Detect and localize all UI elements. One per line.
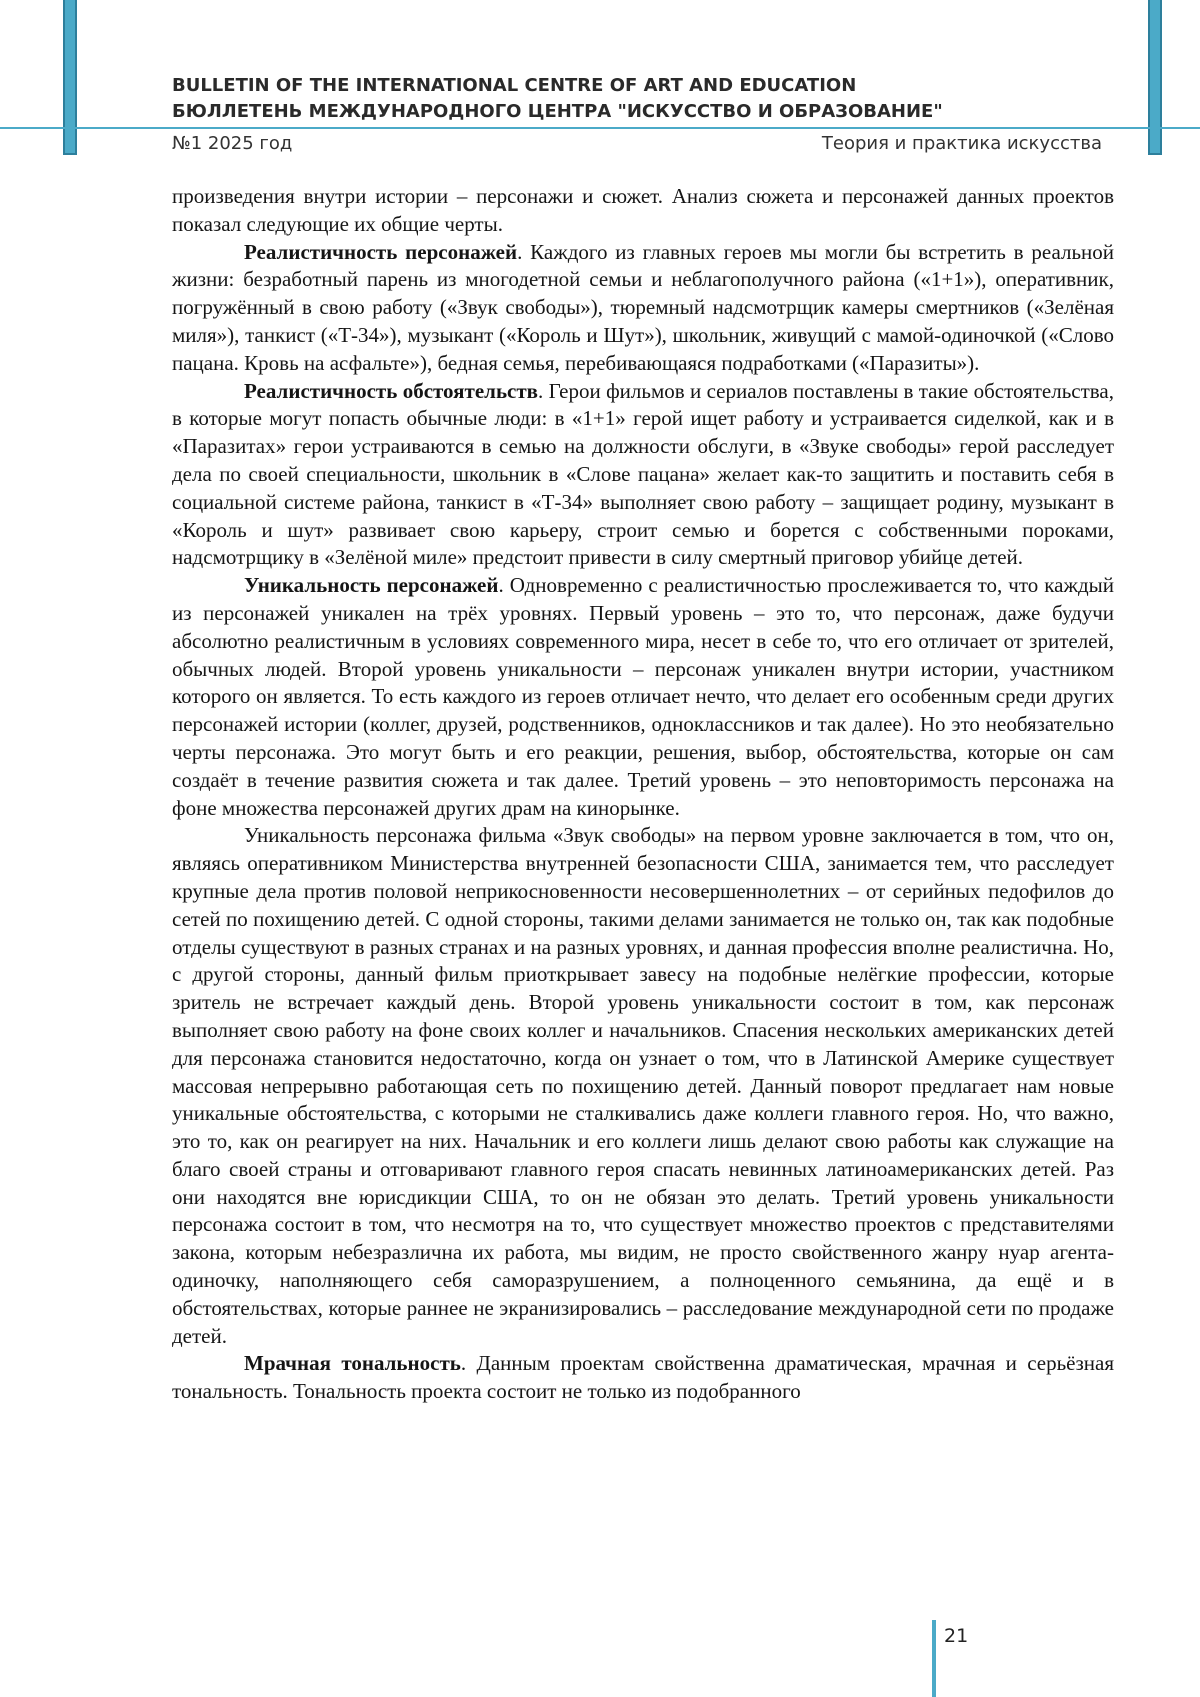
journal-title (172, 73, 943, 125)
issue-label: №1 2025 год (172, 133, 293, 154)
paragraph-6 (172, 1350, 1114, 1406)
article-body (172, 183, 1114, 1406)
paragraph-4-heading: Уникальность персонажей (244, 573, 499, 598)
paragraph-4 (172, 572, 1114, 822)
paragraph-5: Уникальность персонажа фильма «Звук свободы» на первом уровне заключается в том, что он, являясь оперативником Министерства внутренней безопасности США, занимается тем, что расследует крупные дела против половой неприкосновенности несовершеннолетних – от серийных педофилов до сетей по похищению детей. С одной стороны, такими делами занимается не только он, так как подобные отделы существуют в разных странах и на разных уровнях, и данная профессия вполне реалистична. Но, с другой стороны, данный фильм приоткрывает завесу на подобные нелёгкие профессии, которые зритель не встречает каждый день. Второй уровень уникальности состоит в том, как персонаж выполняет свою работу на фоне своих коллег и начальников. Спасения нескольких американских детей для персонажа становится недостаточно, когда он узнает о том, что в Латинской Америке существует массовая непрерывно работающая сеть по похищению детей. Данный поворот предлагает нам новые уникальные обстоятельства, с которыми не сталкивались даже коллеги главного героя. Но, что важно, это то, как он реагирует на них. Начальник и его коллеги лишь делают свою работы как служащие на благо своей страны и отговаривают главного героя спасать невинных латиноамериканских детей. Раз они находятся вне юрисдикции США, то он не обязан это делать. Третий уровень уникальности персонажа состоит в том, что несмотря на то, что существует множество проектов с представителями закона, которым небезразлична их работа, мы видим, не просто свойственного жанру нуар агента-одиночку, наполняющего себя саморазрушением, а полноценного семьянина, да ещё и в обстоятельствах, которые раннее не экранизировались – расследование международной сети по продаже детей. (172, 823, 1114, 1348)
paragraph-4-text: . Одновременно с реалистичностью прослеживается то, что каждый из персонажей уникален на трёх уровнях. Первый уровень – это то, что персонаж, даже будучи абсолютно реалистичным в условиях современного мира, несет в себе то, что его отличает от зрителей, обычных людей. Второй уровень уникальности – персонаж уникален внутри истории, участником которого он является. То есть каждого из героев отличает нечто, что делает его особенным среди других персонажей истории (коллег, друзей, родственников, одноклассников и так далее). Но это необязательно черты персонажа. Это могут быть и его реакции, решения, выбор, обстоятельства, которые он сам создаёт в течение развития сюжета и так далее. Третий уровень – это неповторимость персонажа на фоне множества персонажей других драм на кинорынке. (172, 573, 1114, 820)
paragraph-3-text: . Герои фильмов и сериалов поставлены в такие обстоятельства, в которые могут попасть обычные люди: в «1+1» герой ищет работу и устраивается сиделкой, как и в «Паразитах» герои устраиваются в семью на должности обслуги, в «Звуке свободы» герой расследует дела по своей специальности, школьник в «Слове пацана» желает как-то защитить и поставить себя в социальной системе района, танкист в «Т-34» выполняет свою работу – защищает родину, музыкант в «Король и шут» развивает свою карьеру, строит семью и борется с собственными пороками, надсмотрщику в «Зелёной миле» предстоит привести в силу смертный приговор убийце детей. (172, 378, 1114, 570)
page-number: 21 (944, 1625, 969, 1647)
header-divider (0, 127, 1200, 129)
header-accent-bar-left (63, 0, 77, 155)
paragraph-6-text: . Данным проектам свойственна драматическая, мрачная и серьёзная тональность. Тональность проекта состоит не только из подобранного (172, 1351, 1115, 1404)
paragraph-3 (172, 378, 1114, 573)
paragraph-6-heading: Мрачная тональность (244, 1351, 461, 1376)
journal-title-en: BULLETIN OF THE INTERNATIONAL CENTRE OF ART AND EDUCATION (172, 75, 857, 96)
footer-accent-bar (932, 1620, 936, 1697)
journal-title-ru: БЮЛЛЕТЕНЬ МЕЖДУНАРОДНОГО ЦЕНТРА "ИСКУССТВО И ОБРАЗОВАНИЕ" (172, 101, 943, 122)
header-accent-bar-right (1148, 0, 1162, 155)
paragraph-2-heading: Реалистичность персонажей (244, 239, 518, 264)
paragraph-1: произведения внутри истории – персонажи и сюжет. Анализ сюжета и персонажей данных проектов показал следующие их общие черты. (172, 184, 1114, 236)
section-label: Теория и практика искусства (821, 133, 1102, 154)
paragraph-2 (172, 239, 1114, 378)
paragraph-3-heading: Реалистичность обстоятельств (244, 378, 539, 403)
paragraph-2-text: . Каждого из главных героев мы могли бы встретить в реальной жизни: безработный парень из многодетной семьи и неблагополучного района («1+1»), оперативник, погружённый в свою работу («Звук свободы»), тюремный надсмотрщик камеры смертников («Зелёная миля»), танкист («Т-34»), музыкант («Король и Шут»), школьник, живущий с мамой-одиночкой («Слово пацана. Кровь на асфальте»), бедная семья, перебивающаяся подработками («Паразиты»). (172, 239, 1114, 375)
